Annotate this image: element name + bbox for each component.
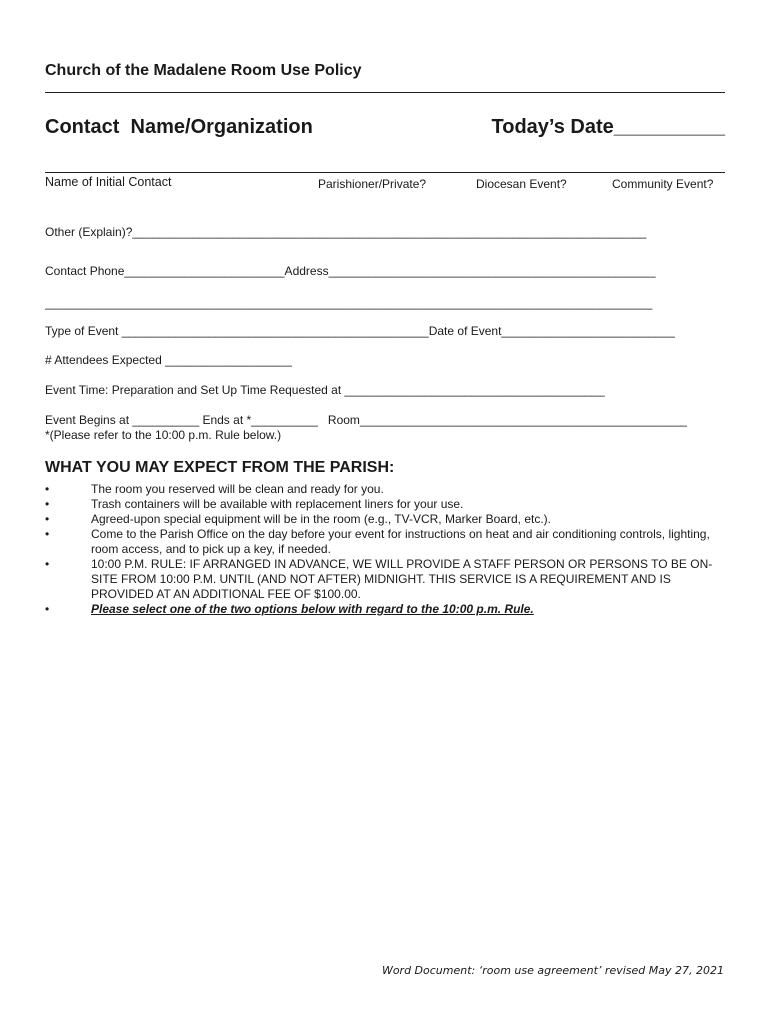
list-item-text: Trash containers will be available with replacement liners for your use. xyxy=(91,497,464,511)
event-type-date-field[interactable]: Type of Event ______________________________________________Date of Event__________________________ xyxy=(45,324,675,338)
revision-footer: Word Document: ‘room use agreement’ revised May 27, 2021 xyxy=(381,964,724,977)
list-item-text: 10:00 P.M. RULE: IF ARRANGED IN ADVANCE, WE WILL PROVIDE A STAFF PERSON OR PERSONS TO BE ON-SITE FROM 10:00 P.M. UNTIL (AND NOT AFTER) MIDNIGHT. THIS SERVICE IS A REQUIREMENT AND IS PROVIDED AT AN ADDITIONAL FEE OF $100.00. xyxy=(91,557,713,601)
bullet-icon: • xyxy=(45,512,50,526)
list-item xyxy=(45,482,735,497)
address-continuation-field[interactable]: ___________________________________________________________________________________________ xyxy=(45,296,653,310)
attendees-expected-field[interactable]: # Attendees Expected ___________________ xyxy=(45,353,292,367)
initial-contact-label: Name of Initial Contact xyxy=(45,175,172,189)
contact-phone-address-field[interactable]: Contact Phone________________________Address_________________________________________________ xyxy=(45,264,656,278)
todays-date-heading: Today’s Date__________ xyxy=(491,116,725,138)
list-item xyxy=(45,527,735,557)
bullet-icon: • xyxy=(45,497,50,511)
expectations-list xyxy=(45,482,735,617)
event-begins-ends-room-field[interactable]: Event Begins at __________ Ends at *__________ Room_________________________________________________ xyxy=(45,413,687,427)
parishioner-private-label: Parishioner/Private? xyxy=(318,177,427,191)
contact-name-line[interactable] xyxy=(45,172,725,173)
list-item xyxy=(45,497,735,512)
ten-pm-rule-note: *(Please refer to the 10:00 p.m. Rule below.) xyxy=(45,428,282,442)
list-item-text: Agreed-upon special equipment will be in the room (e.g., TV-VCR, Marker Board, etc.). xyxy=(91,512,551,526)
community-event-label: Community Event? xyxy=(612,177,714,191)
document-title: Church of the Madalene Room Use Policy xyxy=(45,62,362,79)
other-explain-field[interactable]: Other (Explain)?_____________________________________________________________________________ xyxy=(45,225,647,239)
title-divider xyxy=(45,92,725,93)
bullet-icon: • xyxy=(45,602,50,616)
expect-heading: WHAT YOU MAY EXPECT FROM THE PARISH: xyxy=(45,459,395,476)
list-item xyxy=(45,557,735,602)
list-item-text: The room you reserved will be clean and ready for you. xyxy=(91,482,384,496)
contact-heading: Contact Name/Organization xyxy=(45,116,313,138)
list-item xyxy=(45,512,735,527)
list-item-text: Please select one of the two options below with regard to the 10:00 p.m. Rule. xyxy=(91,602,534,616)
bullet-icon: • xyxy=(45,482,50,496)
list-item xyxy=(45,602,735,617)
list-item-text: Come to the Parish Office on the day before your event for instructions on heat and air conditioning controls, lighting, room access, and to pick up a key, if needed. xyxy=(91,527,710,556)
bullet-icon: • xyxy=(45,557,50,571)
diocesan-event-label: Diocesan Event? xyxy=(476,177,567,191)
event-time-field[interactable]: Event Time: Preparation and Set Up Time Requested at _______________________________________ xyxy=(45,383,605,397)
bullet-icon: • xyxy=(45,527,50,541)
